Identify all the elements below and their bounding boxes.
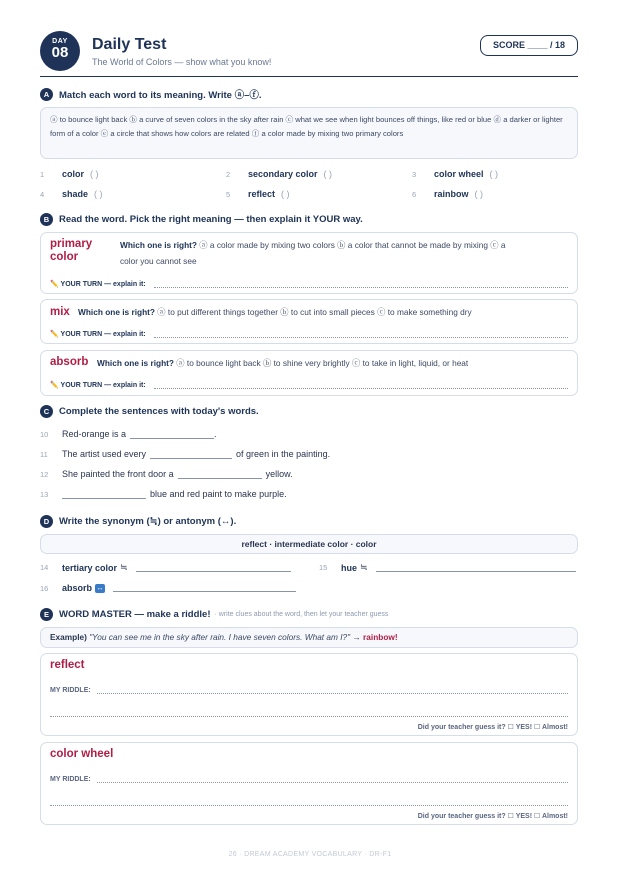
example-answer: rainbow! — [363, 632, 398, 642]
riddle-line[interactable] — [97, 687, 568, 694]
riddle-card-reflect — [40, 653, 578, 736]
sentence-before: Red-orange is a — [62, 429, 127, 439]
match-item[interactable] — [40, 189, 103, 199]
section-b-instruction: Read the word. Pick the right meaning — then explain it YOUR way. — [59, 213, 363, 225]
sentence-after: blue and red paint to make purple. — [150, 489, 287, 499]
section-c-badge: C — [40, 405, 53, 418]
page-footer: 26 · DREAM ACADEMY VOCABULARY · DR-F1 — [228, 851, 392, 858]
day-label: DAY — [52, 38, 68, 45]
card-word-line: primary — [50, 238, 93, 250]
section-d-badge: D — [40, 515, 53, 528]
antonym-item — [40, 583, 296, 593]
your-turn-label: ✏️ YOUR TURN — explain it: — [50, 382, 146, 389]
item-number: 12 — [40, 469, 49, 479]
choices-text[interactable]: ⓐ a color made by mixing two colors ⓑ a color that cannot be made by mixing ⓒ a — [199, 240, 506, 250]
arrow-icon: → — [352, 632, 361, 642]
your-turn-row[interactable] — [50, 381, 568, 389]
example-label: Example) — [50, 632, 87, 642]
synonym-icon: ≒ — [120, 562, 128, 572]
riddle-card-color-wheel — [40, 742, 578, 825]
answer-line[interactable] — [113, 584, 296, 592]
sentence-blank[interactable] — [150, 450, 232, 459]
item-number: 15 — [319, 563, 328, 572]
match-item[interactable] — [412, 169, 498, 179]
sentence-row — [40, 429, 217, 439]
card-word: absorb — [50, 356, 89, 368]
syn-word: absorb — [62, 583, 93, 593]
section-a-badge: A — [40, 88, 53, 101]
riddle-label: MY RIDDLE: — [50, 776, 91, 783]
syn-word: tertiary color — [62, 562, 118, 573]
section-a-heading — [40, 87, 262, 101]
page-subtitle: The World of Colors — show what you know! — [92, 57, 272, 67]
answer-paren[interactable]: ( ) — [90, 169, 99, 179]
match-word: rainbow — [434, 189, 469, 199]
section-d-instruction: Write the synonym (≒) or antonym (↔). — [59, 515, 237, 527]
word-card-absorb — [40, 350, 578, 396]
match-word: secondary color — [248, 169, 318, 179]
guess-check[interactable]: Did your teacher guess it? ☐ YES! ☐ Almost! — [417, 813, 568, 820]
card-choices[interactable] — [78, 304, 472, 320]
answer-paren[interactable]: ( ) — [323, 169, 333, 179]
item-number: 2 — [226, 169, 231, 179]
your-turn-label: ✏️ YOUR TURN — explain it: — [50, 281, 146, 288]
match-item[interactable] — [40, 169, 99, 179]
riddle-line[interactable] — [50, 805, 568, 806]
answer-paren[interactable]: ( ) — [474, 189, 484, 199]
match-word: color wheel — [434, 169, 484, 179]
item-number: 4 — [40, 189, 45, 199]
worksheet-page — [40, 0, 578, 820]
item-number: 11 — [40, 449, 48, 459]
match-word: reflect — [248, 189, 276, 199]
word-card-primary-color — [40, 232, 578, 294]
sentence-after: of green in the painting. — [236, 449, 331, 459]
section-a-instruction: Match each word to its meaning. Write ⓐ–ⓕ. — [59, 90, 262, 101]
item-number: 10 — [40, 429, 49, 439]
score-box: SCORE ____ / 18 — [480, 35, 578, 56]
section-e-heading — [40, 607, 388, 621]
card-choices[interactable] — [97, 355, 468, 371]
definitions-box: ⓐ to bounce light back ⓑ a curve of seven colors in the sky after rain ⓒ what we see when light bounces off things, like red or blue ⓓ a darker or lighter form of a color ⓔ a circle that shows how colors are related ⓕ a color made by mixing two primary colors — [40, 107, 578, 159]
match-word: shade — [62, 189, 89, 199]
answer-line[interactable] — [154, 281, 568, 288]
item-number: 16 — [40, 583, 49, 593]
your-turn-label: ✏️ YOUR TURN — explain it: — [50, 331, 146, 338]
match-item[interactable] — [226, 169, 332, 179]
section-c-instruction: Complete the sentences with today's words. — [59, 405, 259, 417]
card-word: mix — [50, 306, 70, 318]
day-number: 08 — [51, 44, 69, 61]
answer-line[interactable] — [376, 564, 576, 572]
which-label: Which one is right? — [97, 358, 174, 368]
section-c-heading — [40, 404, 259, 418]
answer-line[interactable] — [154, 331, 568, 338]
riddle-label: MY RIDDLE: — [50, 687, 91, 694]
sentence-blank[interactable] — [130, 430, 214, 439]
example-text: "You can see me in the sky after rain. I have seven colors. What am I?" — [89, 632, 351, 642]
header — [40, 0, 578, 77]
sentence-row — [40, 449, 330, 459]
your-turn-row[interactable] — [50, 330, 568, 338]
riddle-line[interactable] — [50, 716, 568, 717]
which-label: Which one is right? — [78, 307, 155, 317]
match-item[interactable] — [412, 189, 483, 199]
sentence-after: . — [214, 429, 217, 439]
which-label: Which one is right? — [120, 240, 197, 250]
item-number: 5 — [226, 189, 231, 199]
synonym-icon: ≒ — [360, 562, 368, 572]
card-choices[interactable] — [120, 237, 570, 269]
item-number: 3 — [412, 169, 417, 179]
match-item[interactable] — [226, 189, 290, 199]
riddle-example — [40, 627, 578, 648]
answer-line[interactable] — [154, 382, 568, 389]
guess-check[interactable]: Did your teacher guess it? ☐ YES! ☐ Almost! — [417, 724, 568, 731]
answer-paren[interactable]: ( ) — [489, 169, 499, 179]
sentence-before: She painted the front door a — [62, 469, 174, 479]
your-turn-row[interactable] — [50, 280, 568, 288]
choices-text[interactable]: ⓐ to put different things together ⓑ to cut into small pieces ⓒ to make something dry — [157, 307, 472, 317]
answer-line[interactable] — [136, 564, 291, 572]
section-e-badge: E — [40, 608, 53, 621]
choices-text[interactable]: ⓐ to bounce light back ⓑ to shine very brightly ⓒ to take in light, liquid, or heat — [176, 358, 469, 368]
syn-word: hue — [341, 562, 358, 573]
riddle-line[interactable] — [97, 776, 568, 783]
item-number: 1 — [40, 169, 45, 179]
antonym-icon: ↔ — [96, 584, 104, 592]
answer-paren[interactable]: ( ) — [94, 189, 103, 199]
riddle-row[interactable] — [50, 687, 568, 694]
section-e-instruction: WORD MASTER — make a riddle! — [59, 608, 211, 620]
section-e-note: · write clues about the word, then let your teacher guess — [214, 610, 389, 618]
card-word — [50, 238, 92, 264]
section-b-heading — [40, 212, 363, 226]
sentence-before: The artist used every — [62, 449, 147, 459]
section-d-heading — [40, 514, 236, 528]
riddle-word: reflect — [50, 659, 85, 671]
card-word-line: color — [50, 251, 79, 263]
word-bank: reflect · intermediate color · color — [40, 534, 578, 554]
word-card-mix — [40, 299, 578, 344]
sentence-after: yellow. — [265, 469, 293, 479]
page-title: Daily Test — [92, 36, 167, 53]
day-badge — [40, 31, 80, 71]
sentence-row — [40, 489, 287, 499]
item-number: 13 — [40, 489, 49, 499]
synonym-item — [319, 562, 576, 573]
answer-paren[interactable]: ( ) — [281, 189, 290, 199]
section-b-badge: B — [40, 213, 53, 226]
riddle-word: color wheel — [50, 748, 114, 760]
sentence-blank[interactable] — [178, 470, 262, 479]
item-number: 6 — [412, 189, 417, 199]
riddle-row[interactable] — [50, 776, 568, 783]
sentence-row — [40, 469, 293, 479]
match-word: color — [62, 169, 85, 179]
sentence-blank[interactable] — [62, 490, 146, 499]
item-number: 14 — [40, 563, 49, 572]
choices-text[interactable]: color you cannot see — [120, 256, 197, 266]
synonym-item — [40, 562, 291, 573]
